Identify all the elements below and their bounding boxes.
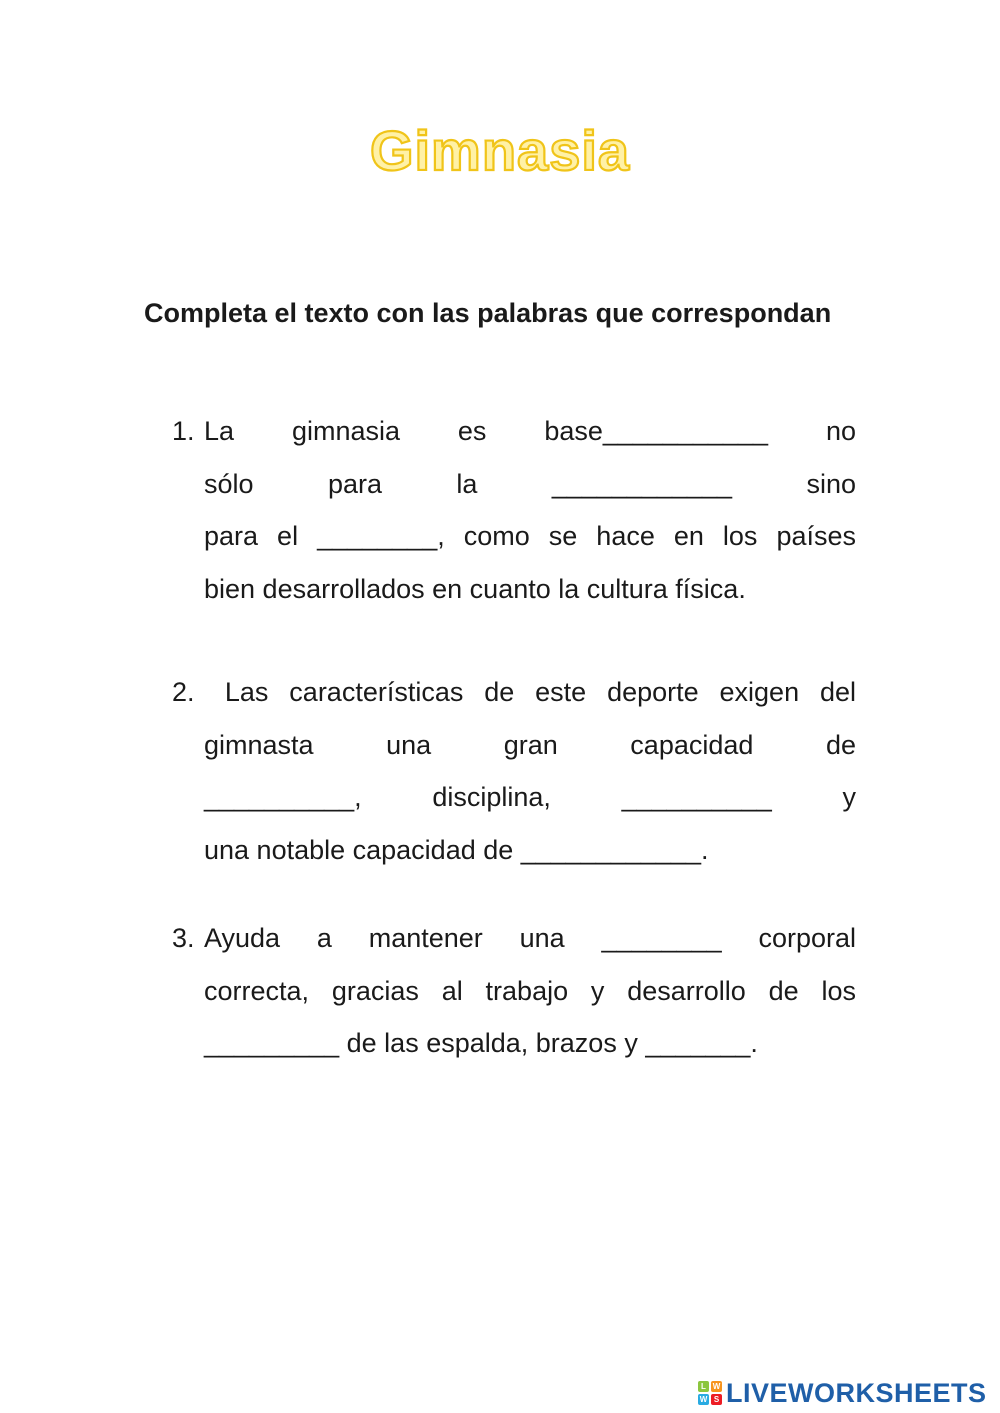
item-text-line: __________, disciplina, __________ y [204,782,856,812]
item-text-line: Las características de este deporte exigen del [204,677,856,707]
item-text-line: sólo para la ____________ sino [204,468,856,499]
item-text-line: bien desarrollados en cuanto la cultura física. [204,573,746,604]
exercise-item-3 [172,912,856,1070]
exercise-item-2 [172,666,856,876]
item-number: 2. [172,677,195,707]
item-text-line: _________ de las espalda, brazos y _______. [204,1028,758,1058]
liveworksheets-logo [698,1378,987,1408]
brand-name: LIVEWORKSHEETS [726,1377,987,1408]
liveworksheets-mark-icon [698,1381,722,1405]
exercise-item-1 [172,405,856,615]
item-number: 3. [172,923,195,953]
item-text-line: La gimnasia es base___________ no [204,416,856,446]
item-text-line: correcta, gracias al trabajo y desarrollo de los [204,975,856,1006]
item-text-line: Ayuda a mantener una ________ corporal [204,923,856,953]
mark-tile: L [698,1381,709,1392]
item-text-line: gimnasta una gran capacidad de [204,729,856,760]
item-text-line: para el ________, como se hace en los países [204,521,856,551]
instruction-text: Completa el texto con las palabras que correspondan [144,298,832,328]
mark-tile: W [712,1382,721,1391]
mark-tile: S [711,1394,722,1405]
worksheet-title: Gimnasia [369,119,631,182]
item-text-line: una notable capacidad de ____________. [204,834,709,865]
item-number: 1. [172,416,195,446]
mark-tile: W [699,1395,708,1404]
